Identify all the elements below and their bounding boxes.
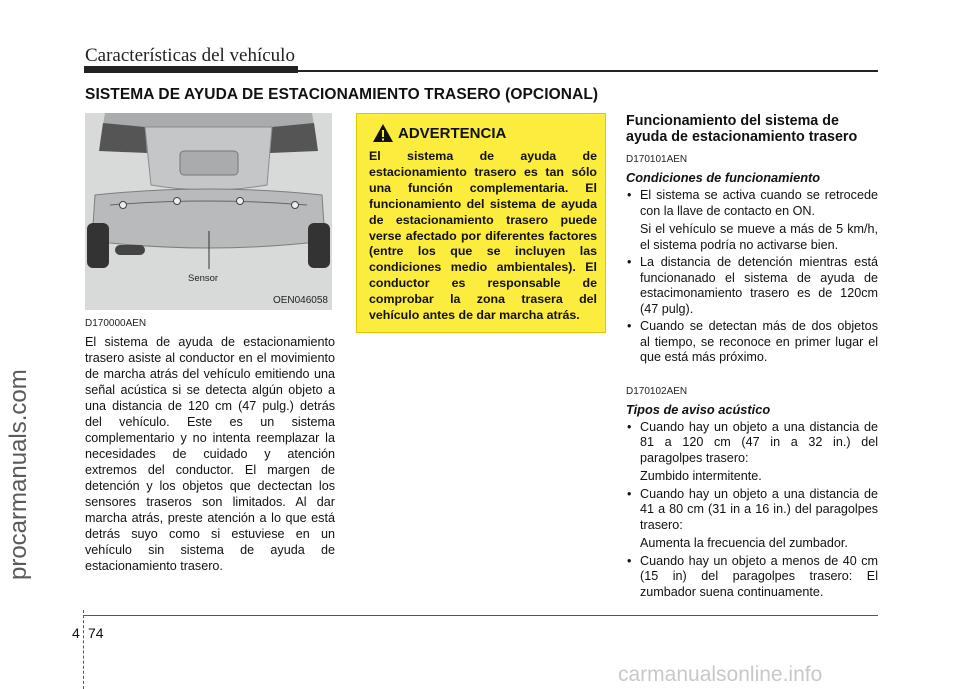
sensor-dot bbox=[292, 202, 299, 209]
list-item-text: Cuando hay un objeto a menos de 40 cm (15 in) del paragolpes trasero: El zumbador suena continuamente. bbox=[640, 553, 878, 599]
list-item bbox=[626, 255, 878, 317]
warning-title: ADVERTENCIA bbox=[398, 124, 507, 142]
figure-code: OEN046058 bbox=[272, 295, 328, 306]
list-item-note: Si el vehículo se mueve a más de 5 km/h, el sistema podría no activarse bien. bbox=[640, 222, 878, 252]
page-number: 74 bbox=[88, 625, 104, 641]
list-item bbox=[626, 420, 878, 485]
list-item-text: Cuando hay un objeto a una distancia de 41 a 80 cm (31 in a 16 in.) del paragolpes trasero: bbox=[640, 486, 878, 532]
intro-paragraph: El sistema de ayuda de estacionamiento trasero asiste al conductor en el movimiento de marcha atrás del vehículo emitiendo una señal acústica si se detecta algún objeto a una distancia de 120 cm (47 pulg.) detrás del vehículo. Este es un sistema complementario y no intenta reemplazar la necesidades de cuidado y atención extremos del conductor. El margen de detención y los objetos que dectectan los sensores traseros son limitados. Al dar marcha atrás, preste atención a lo que está detrás suyo como si estuviese en un vehículo sin sistema de ayuda de estacionamiento trasero. bbox=[85, 335, 335, 573]
conditions-subheading: Condiciones de funcionamiento bbox=[626, 170, 821, 185]
alert-types-subheading: Tipos de aviso acústico bbox=[626, 401, 771, 417]
list-item bbox=[626, 188, 878, 253]
warning-text: El sistema de ayuda de estacionamiento trasero es tan sólo una función complementaria. El funcionamiento del sistema de ayuda de estacionamiento trasero puede verse afectado por diferentes factores (entre los que se incluyen las condiciones medio ambientales). El conductor es responsable de comprobar la zona trasera del vehículo antes de dar marcha atrás. bbox=[369, 149, 597, 323]
header-rule-thin bbox=[84, 70, 878, 72]
page-header-title: Características del vehículo bbox=[85, 45, 295, 66]
reference-code: D170101AEN bbox=[626, 154, 688, 165]
list-item bbox=[626, 554, 878, 601]
reference-code: D170000AEN bbox=[85, 318, 147, 329]
list-item-note: Zumbido intermitente. bbox=[640, 469, 762, 483]
sensor-dot bbox=[174, 198, 181, 205]
list-item-text: La distancia de detención mientras está funcionanado el sistema de ayuda de estacimonamiento trasero es de 120cm (47 pulg). bbox=[640, 255, 878, 316]
operation-heading: Funcionamiento del sistema de ayuda de estacionamiento trasero bbox=[626, 113, 858, 145]
warning-triangle-icon bbox=[372, 123, 394, 143]
sensor-label: Sensor bbox=[188, 273, 219, 284]
rear-sensor-figure bbox=[85, 113, 332, 310]
conditions-list bbox=[626, 188, 878, 366]
warning-box bbox=[356, 113, 606, 333]
list-item-text: Cuando se detectan más de dos objetos al tiempo, se reconoce en primer lugar el que está más próximo. bbox=[640, 319, 878, 364]
reference-code: D170102AEN bbox=[626, 385, 688, 397]
footer-divider-horizontal bbox=[83, 615, 878, 616]
bottom-watermark: carmanualsonline.info bbox=[618, 663, 823, 686]
list-item-text: Cuando hay un objeto a una distancia de 81 a 120 cm (47 in a 32 in.) del paragolpes trasero: bbox=[640, 419, 878, 465]
list-item bbox=[626, 319, 878, 366]
side-watermark: procarmanuals.com bbox=[5, 369, 32, 580]
alert-types-list bbox=[626, 420, 878, 601]
section-title: SISTEMA DE AYUDA DE ESTACIONAMIENTO TRASERO (OPCIONAL) bbox=[85, 86, 599, 103]
footer-divider-vertical bbox=[83, 610, 84, 689]
chapter-number: 4 bbox=[72, 625, 80, 641]
list-item bbox=[626, 487, 878, 552]
warning-header bbox=[369, 123, 597, 143]
list-item-text: El sistema se activa cuando se retrocede con la llave de contacto en ON. bbox=[640, 188, 878, 218]
left-column bbox=[85, 318, 335, 574]
right-column bbox=[626, 113, 878, 602]
sensor-dot bbox=[237, 198, 244, 205]
list-item-note: Aumenta la frecuencia del zumbador. bbox=[640, 536, 848, 550]
sensor-dot bbox=[120, 202, 127, 209]
